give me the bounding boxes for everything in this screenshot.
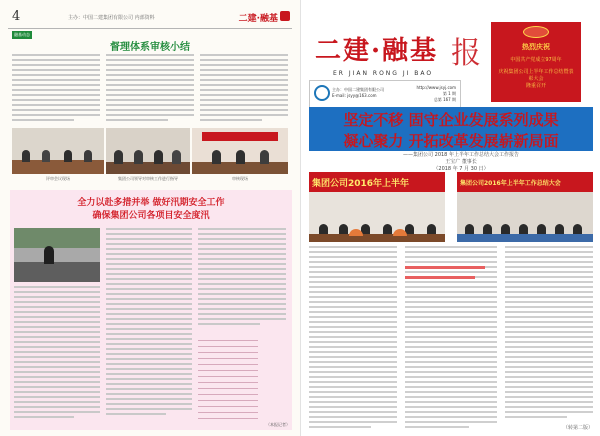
byline-line2: 王宝广 董事长 [445,159,477,165]
section-label: 融基动态 [14,32,30,37]
byline-line3: （2018 年 7 月 30 日） [433,166,489,172]
article2-column-3 [198,228,286,332]
celebration-line3: 庆祝集团公司上半年工作总结暨表彰大会 [498,69,574,82]
article2-column-1 [14,286,100,426]
headline-line2: 凝心聚力 开拓改革发展崭新局面 [343,132,559,150]
total-issue-number: 总第 167 期 [433,97,456,102]
photo-meeting-3 [192,128,288,174]
photo-caption-2: 集团公司领导对审核工作进行指导 [118,176,178,181]
newspaper-title-char: 报 [451,36,481,71]
article2-title-line2: 确保集团公司各项目安全度汛 [92,211,210,221]
article2-title-line1: 全力以赴多措并举 做好汛期安全工作 [77,198,225,208]
article1-title: 督理体系审核小结 [110,42,190,53]
highlight-mark-2 [405,276,475,279]
article2-box [10,190,292,430]
publisher: 主办：中国二建集团有限公司 [332,87,384,92]
issue-number: 第 1 期 [442,91,456,96]
article2-table [198,335,258,419]
photo-banner-left: 集团公司2016年上半年 [309,172,445,192]
photo-caption-1: 评审会议现场 [46,176,70,181]
byline [341,152,581,173]
photo-flood-site [14,228,100,282]
celebration-line1: 热烈庆祝 [522,43,550,51]
article2-column-2 [106,228,192,424]
article1-column-1 [12,54,100,124]
brand-logo-icon [280,11,290,21]
photo-banner-right: 集团公司2016年上半年工作总结大会 [457,172,593,192]
article1-column-2 [106,54,194,124]
front-page [300,0,600,436]
left-masthead-small: 主办：中国二建集团有限公司 内部资料 [68,15,155,21]
front-column-3 [505,246,593,422]
email: E-mail: jsyy@163.com [332,93,377,98]
byline-line1: ——集团公司 2018 年上半年工作总结大会工作报告 [403,152,519,158]
continued-note: （转第二版） [562,425,593,431]
front-column-1 [309,246,397,432]
masthead-info-box [309,80,461,108]
headline-band [309,107,593,151]
highlight-mark-1 [405,266,485,269]
headline-line1: 坚定不移 固守企业发展系列成果 [343,111,559,129]
photo-meeting-1 [12,128,104,174]
photo-caption-3: 审核现场 [232,176,248,181]
newspaper-title: 二建·融基 [315,36,439,66]
page-number: 4 [12,9,21,24]
party-emblem-icon [523,26,549,38]
left-brand-small: 二建·融基 [238,14,278,24]
masthead-info-right [417,85,456,103]
left-page-header [8,6,292,29]
photo-meeting-2 [106,128,190,174]
celebration-line2: 中国共产党成立97周年 [510,57,562,63]
masthead-info-left [332,87,384,99]
newspaper-pinyin: ER JIAN RONG JI BAO [333,70,434,77]
front-column-2 [405,246,497,432]
celebration-line4: 隆重召开 [525,83,546,89]
company-logo-icon [314,85,330,101]
article1-column-3 [200,54,288,124]
photo-conference-left [309,192,445,242]
website: http://www.jsyj.com [416,85,456,90]
celebration-box [491,22,581,102]
photo-conference-right [457,192,593,242]
article2-credit: （本报记者） [266,422,290,427]
